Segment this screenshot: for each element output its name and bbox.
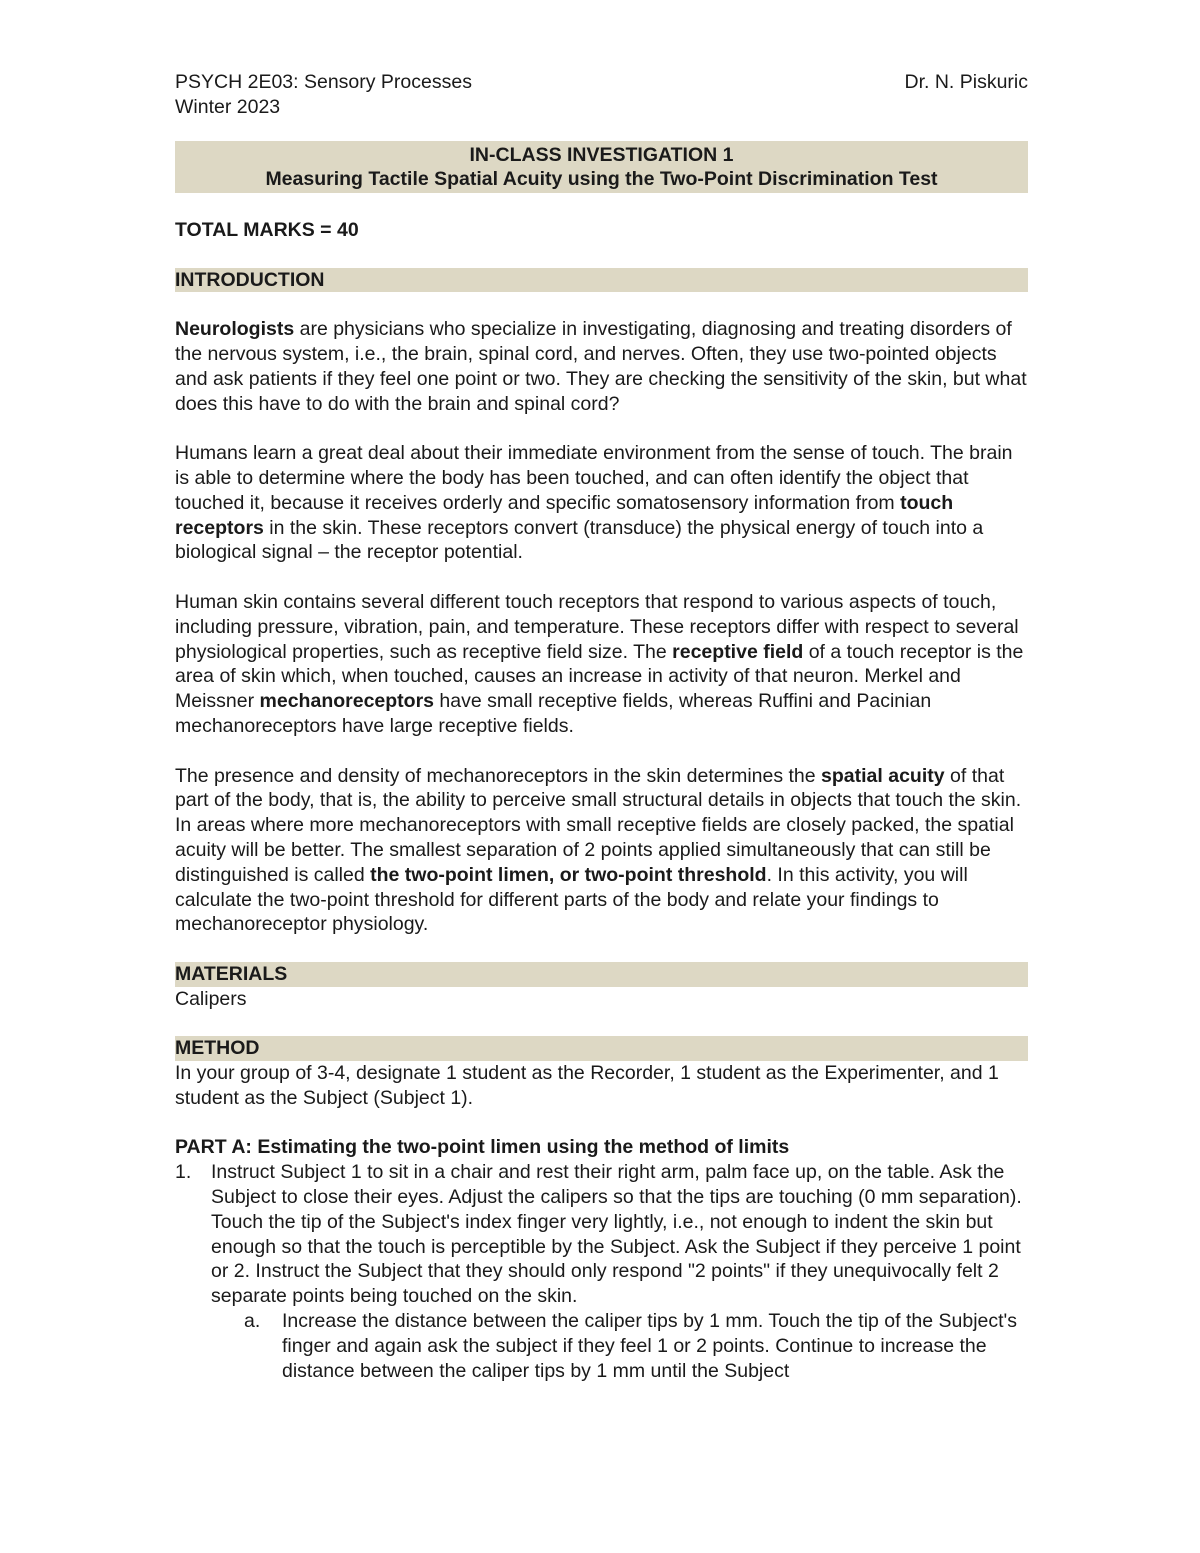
- introduction-heading: INTRODUCTION: [175, 268, 1028, 293]
- term-receptive-field: receptive field: [672, 640, 804, 663]
- title-box: [175, 141, 1028, 194]
- method-heading: METHOD: [175, 1036, 1028, 1061]
- page-header: [175, 70, 1028, 95]
- sub-list-letter: a.: [244, 1310, 261, 1333]
- part-a-heading: PART A: Estimating the two-point limen using the method of limits: [175, 1136, 790, 1159]
- intro-paragraph-2: Humans learn a great deal about their immediate environment from the sense of touch. The brain is able to determine where the body has been touched, and can often identify the object that touched it, because it receives orderly and specific somatosensory information from touch receptors in the skin. These receptors convert (transduce) the physical energy of touch into a biological signal – the receptor potential.: [175, 442, 1013, 564]
- instructor-name: Dr. N. Piskuric: [904, 71, 1028, 93]
- term-touch-receptors: touch receptors: [175, 491, 954, 539]
- title-line-1: IN-CLASS INVESTIGATION 1: [469, 143, 734, 166]
- term: Winter 2023: [175, 95, 281, 118]
- term-spatial-acuity: spatial acuity: [821, 764, 945, 787]
- term-two-point-limen: the two-point limen, or two-point threshold: [370, 863, 767, 886]
- sub-list-item-text: Increase the distance between the caliper tips by 1 mm. Touch the tip of the Subject's finger and again ask the subject if they feel 1 or 2 points. Continue to increase the distance between the caliper tips by 1 mm until the Subject: [282, 1310, 1018, 1382]
- list-number: 1.: [175, 1161, 192, 1184]
- intro-paragraph-4: The presence and density of mechanoreceptors in the skin determines the spatial acuity of that part of the body, that is, the ability to perceive small structural details in objects that touch the skin. In areas where more mechanoreceptors with small receptive fields are closely packed, the spatial acuity will be better. The smallest separation of 2 points applied simultaneously that can still be distinguished is called the two-point limen, or two-point threshold. In this activity, you will calculate the two-point threshold for different parts of the body and relate your findings to mechanoreceptor physiology.: [175, 764, 1022, 936]
- document-page: [175, 70, 1028, 1383]
- term-mechanoreceptors: mechanoreceptors: [259, 690, 435, 713]
- course-name: PSYCH 2E03: Sensory Processes: [175, 71, 472, 93]
- intro-paragraph-3: Human skin contains several different touch receptors that respond to various aspects of touch, including pressure, vibration, pain, and temperature. These receptors differ with respect to several physiological properties, such as receptive field size. The receptive field of a touch receptor is the area of skin which, when touched, causes an increase in activity of that neuron. Merkel and Meissner mechanoreceptors have small receptive fields, whereas Ruffini and Pacinian mechanoreceptors have large receptive fields.: [175, 590, 1024, 737]
- method-text: In your group of 3-4, designate 1 student as the Recorder, 1 student as the Experimenter, and 1 student as the Subject (Subject 1).: [175, 1062, 999, 1109]
- materials-heading: MATERIALS: [175, 962, 1028, 987]
- materials-text: Calipers: [175, 987, 247, 1010]
- title-line-2: Measuring Tactile Spatial Acuity using the Two-Point Discrimination Test: [265, 168, 938, 191]
- sub-list-item: [175, 1309, 1028, 1383]
- intro-paragraph-1: Neurologists are physicians who specialize in investigating, diagnosing and treating disorders of the nervous system, i.e., the brain, spinal cord, and nerves. Often, they use two-pointed objects and ask patients if they feel one point or two. They are checking the sensitivity of the skin, but what does this have to do with the brain and spinal cord?: [175, 318, 1027, 415]
- total-marks: TOTAL MARKS = 40: [175, 218, 359, 241]
- term-neurologists: Neurologists: [175, 318, 295, 341]
- list-item: [175, 1160, 1028, 1309]
- list-item-text: Instruct Subject 1 to sit in a chair and rest their right arm, palm face up, on the table. Ask the Subject to close their eyes. Adjust the calipers so that the tips are touching (0 mm separation). Touch the tip of the Subject's index finger very lightly, i.e., not enough to indent the skin but enough so that the touch is perceptible by the Subject. Ask the Subject if they perceive 1 point or 2. Instruct the Subject that they should only respond "2 points" if they unequivocally felt 2 separate points being touched on the skin.: [211, 1161, 1022, 1308]
